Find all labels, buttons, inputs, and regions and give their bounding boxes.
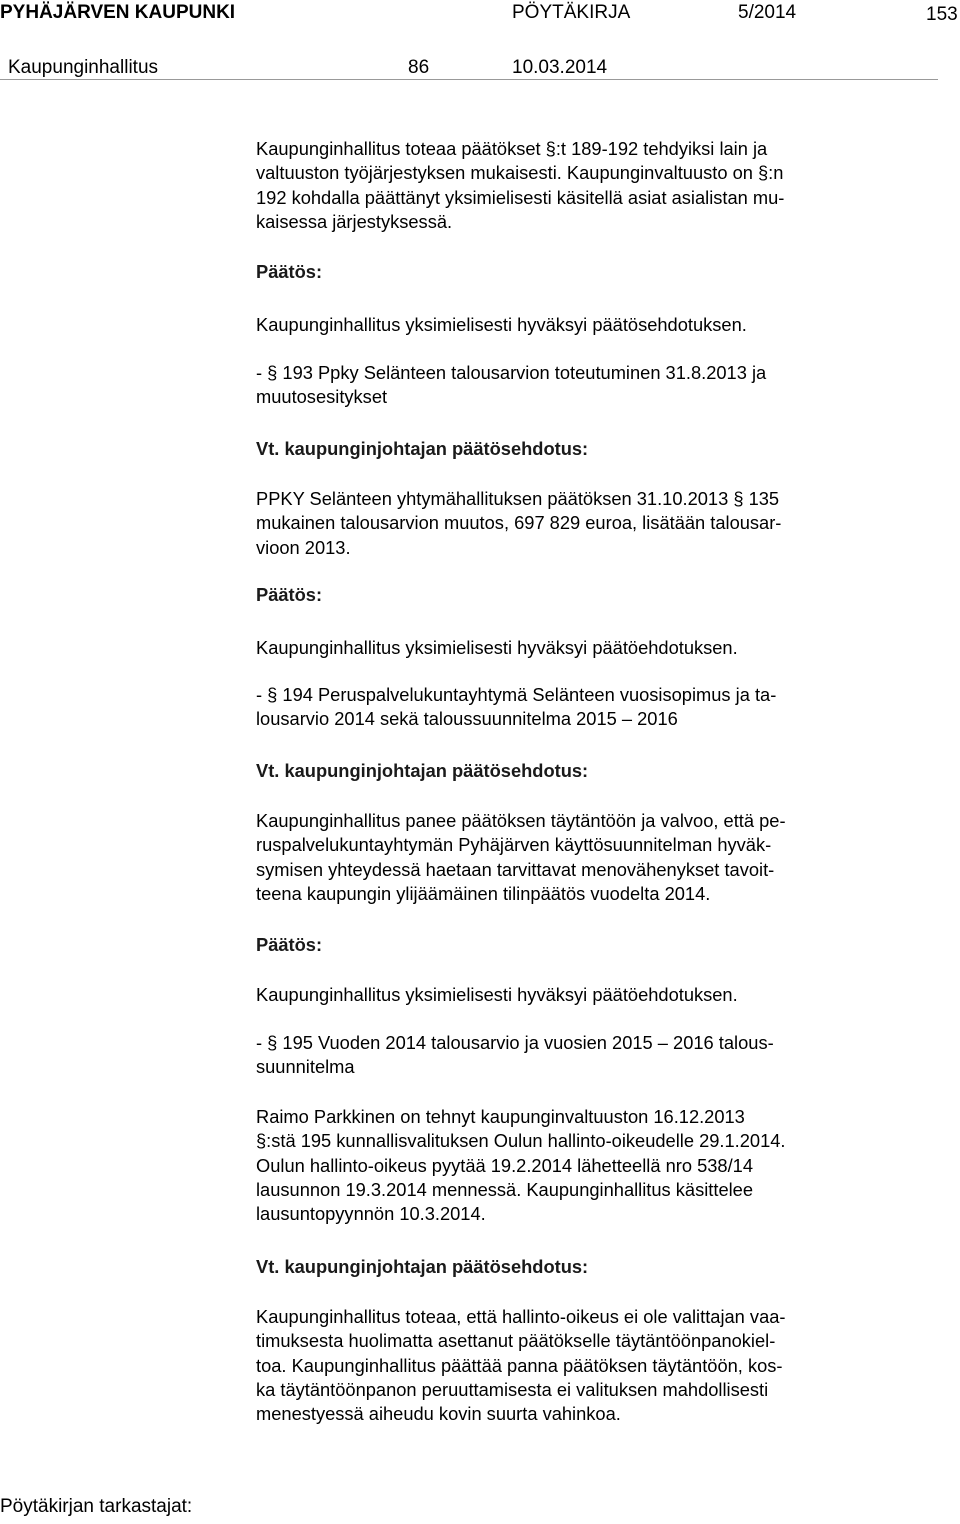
item-193-title: - § 193 Ppky Selänteen talousarvion toteutuminen 31.8.2013 ja muutosesitykset xyxy=(256,362,767,408)
item-194-title: - § 194 Peruspalvelukuntayhtymä Selänteen vuosisopimus ja ta- lousarvio 2014 sekä taloussuunnitelma 2015 – 2016 xyxy=(256,684,777,730)
proposal-text: PPKY Selänteen yhtymähallituksen päätöksen 31.10.2013 § 135 mukainen talousarvion muutos, 697 829 euroa, lisätään talousar- vioon 2013. xyxy=(256,488,782,558)
decision-label: Päätös: xyxy=(256,584,323,605)
organization-name: PYHÄJÄRVEN KAUPUNKI xyxy=(0,2,236,23)
decision-label: Päätös: xyxy=(256,934,323,955)
document-type: PÖYTÄKIRJA xyxy=(512,2,631,23)
intro-paragraph: Kaupunginhallitus toteaa päätökset §:t 189-192 tehdyiksi lain ja valtuuston työjärjestyksen mukaisesti. Kaupunginvaltuusto on §:n 192 kohdalla päättänyt yksimielisesti käsitellä asiat asialistan mu- kaisessa järjestyksessä. xyxy=(256,138,785,232)
document-number: 5/2014 xyxy=(738,2,797,23)
proposal-text: Kaupunginhallitus toteaa, että hallinto-oikeus ei ole valittajan vaa- timuksesta huolimatta asettanut päätökselle täytäntöönpanokiel- toa. Kaupunginhallitus päättää panna päätöksen täytäntöön, kos- ka täytäntöönpanon peruuttamisesta ei valituksen mahdollisesti menestyessä aiheudu kovin suurta vahinkoa. xyxy=(256,1306,786,1425)
decision-text: Kaupunginhallitus yksimielisesti hyväksyi päätösehdotuksen. xyxy=(256,314,747,335)
proposal-label: Vt. kaupunginjohtajan päätösehdotus: xyxy=(256,438,589,459)
page-number: 153 xyxy=(926,4,958,25)
minutes-reviewers-label: Pöytäkirjan tarkastajat: xyxy=(0,1496,193,1517)
proposal-label: Vt. kaupunginjohtajan päätösehdotus: xyxy=(256,760,589,781)
proposal-text: Kaupunginhallitus panee päätöksen täytäntöön ja valvoo, että pe- ruspalvelukuntayhtymän Pyhäjärven käyttösuunnitelman hyväk- symisen yhteydessä haetaan tarvittavat menovähenykset tavoit- teena kaupungin ylijäämäinen tilinpäätös vuodelta 2014. xyxy=(256,810,786,904)
decision-label: Päätös: xyxy=(256,261,323,282)
item-195-title: - § 195 Vuoden 2014 talousarvio ja vuosien 2015 – 2016 talous- suunnitelma xyxy=(256,1032,774,1078)
item-195-text: Raimo Parkkinen on tehnyt kaupunginvaltuuston 16.12.2013 §:stä 195 kunnallisvalituksen Oulun hallinto-oikeudelle 29.1.2014. Oulun hallinto-oikeus pyytää 19.2.2014 lähetteellä nro 538/14 lausunnon 19.3.2014 mennessä. Kaupunginhallitus käsittelee lausuntopyynnön 10.3.2014. xyxy=(256,1106,786,1225)
governing-body: Kaupunginhallitus xyxy=(8,57,159,78)
decision-text: Kaupunginhallitus yksimielisesti hyväksyi päätöehdotuksen. xyxy=(256,637,738,658)
meeting-date: 10.03.2014 xyxy=(512,57,608,78)
section-number: 86 xyxy=(408,57,430,78)
header-divider xyxy=(0,79,938,80)
proposal-label: Vt. kaupunginjohtajan päätösehdotus: xyxy=(256,1256,589,1277)
decision-text: Kaupunginhallitus yksimielisesti hyväksyi päätöehdotuksen. xyxy=(256,984,738,1005)
